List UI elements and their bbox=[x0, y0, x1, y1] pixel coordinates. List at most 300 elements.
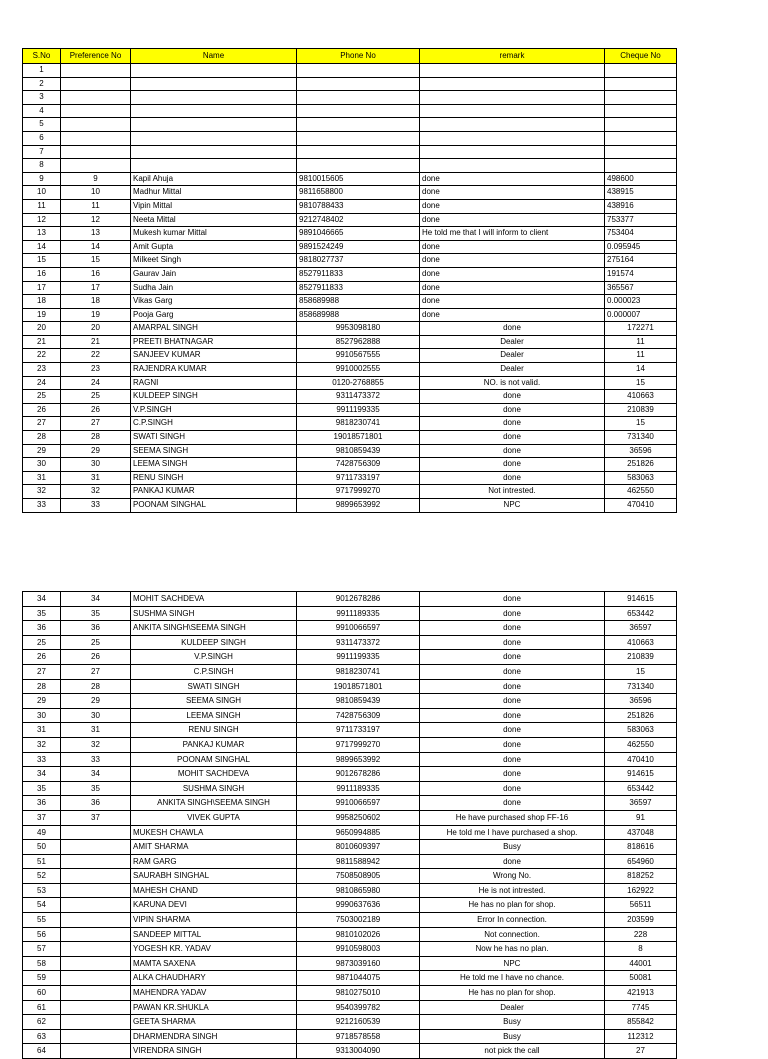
name-cell bbox=[131, 64, 297, 78]
phone-cell: 9810865980 bbox=[297, 883, 420, 898]
table-row bbox=[23, 240, 677, 254]
table-row bbox=[23, 767, 677, 782]
table-row bbox=[23, 708, 677, 723]
preference-cell: 16 bbox=[61, 267, 131, 281]
remark-cell: done bbox=[420, 781, 605, 796]
table-row bbox=[23, 376, 677, 390]
name-cell bbox=[131, 131, 297, 145]
name-cell: Madhur Mittal bbox=[131, 186, 297, 200]
cheque-cell: 15 bbox=[605, 376, 677, 390]
phone-cell: 9311473372 bbox=[297, 635, 420, 650]
table-row bbox=[23, 810, 677, 825]
sno-cell: 1 bbox=[23, 64, 61, 78]
table-row bbox=[23, 781, 677, 796]
remark-cell bbox=[420, 145, 605, 159]
name-cell: SWATI SINGH bbox=[131, 679, 297, 694]
preference-cell: 26 bbox=[61, 650, 131, 665]
cheque-cell: 7745 bbox=[605, 1000, 677, 1015]
cheque-cell: 914615 bbox=[605, 592, 677, 607]
preference-cell: 13 bbox=[61, 227, 131, 241]
phone-cell: 9910066597 bbox=[297, 621, 420, 636]
table-row bbox=[23, 403, 677, 417]
phone-cell: 19018571801 bbox=[297, 431, 420, 445]
preference-cell bbox=[61, 956, 131, 971]
sno-cell: 33 bbox=[23, 499, 61, 513]
cheque-cell: 462550 bbox=[605, 737, 677, 752]
name-cell: Vipin Mittal bbox=[131, 199, 297, 213]
phone-cell: 9810788433 bbox=[297, 199, 420, 213]
sno-cell: 61 bbox=[23, 1000, 61, 1015]
cheque-cell: 228 bbox=[605, 927, 677, 942]
preference-cell bbox=[61, 131, 131, 145]
cheque-cell: 498600 bbox=[605, 172, 677, 186]
name-cell: KULDEEP SINGH bbox=[131, 635, 297, 650]
preference-cell bbox=[61, 869, 131, 884]
table-row bbox=[23, 227, 677, 241]
sno-cell: 7 bbox=[23, 145, 61, 159]
phone-cell bbox=[297, 159, 420, 173]
phone-cell: 9818230741 bbox=[297, 664, 420, 679]
name-cell bbox=[131, 145, 297, 159]
cheque-cell: 11 bbox=[605, 349, 677, 363]
cheque-cell: 410663 bbox=[605, 635, 677, 650]
name-cell: Neeta Mittal bbox=[131, 213, 297, 227]
header-remark: remark bbox=[420, 49, 605, 64]
name-cell: Mukesh kumar Mittal bbox=[131, 227, 297, 241]
name-cell: Gaurav Jain bbox=[131, 267, 297, 281]
preference-cell bbox=[61, 145, 131, 159]
preference-cell bbox=[61, 927, 131, 942]
remark-cell: He has no plan for shop. bbox=[420, 986, 605, 1001]
preference-cell: 28 bbox=[61, 431, 131, 445]
sno-cell: 36 bbox=[23, 621, 61, 636]
remark-cell: Busy bbox=[420, 1029, 605, 1044]
name-cell: MUKESH CHAWLA bbox=[131, 825, 297, 840]
phone-cell: 8527911833 bbox=[297, 281, 420, 295]
sno-cell: 50 bbox=[23, 840, 61, 855]
preference-cell bbox=[61, 159, 131, 173]
table-row bbox=[23, 606, 677, 621]
name-cell: LEEMA SINGH bbox=[131, 458, 297, 472]
call-list-table-2 bbox=[22, 591, 677, 1059]
sno-cell: 14 bbox=[23, 240, 61, 254]
remark-cell: done bbox=[420, 431, 605, 445]
remark-cell bbox=[420, 77, 605, 91]
sno-cell: 8 bbox=[23, 159, 61, 173]
table-row bbox=[23, 295, 677, 309]
cheque-cell bbox=[605, 118, 677, 132]
phone-cell: 9717999270 bbox=[297, 737, 420, 752]
sno-cell: 26 bbox=[23, 650, 61, 665]
name-cell: SANDEEP MITTAL bbox=[131, 927, 297, 942]
sno-cell: 6 bbox=[23, 131, 61, 145]
phone-cell bbox=[297, 91, 420, 105]
sno-cell: 64 bbox=[23, 1044, 61, 1059]
name-cell: RAGNI bbox=[131, 376, 297, 390]
table-row bbox=[23, 349, 677, 363]
cheque-cell: 203599 bbox=[605, 913, 677, 928]
remark-cell: Not intrested. bbox=[420, 485, 605, 499]
table-row bbox=[23, 145, 677, 159]
remark-cell: done bbox=[420, 254, 605, 268]
phone-cell: 7508508905 bbox=[297, 869, 420, 884]
preference-cell bbox=[61, 825, 131, 840]
remark-cell: done bbox=[420, 708, 605, 723]
preference-cell bbox=[61, 104, 131, 118]
preference-cell: 25 bbox=[61, 390, 131, 404]
table-row bbox=[23, 621, 677, 636]
cheque-cell: 91 bbox=[605, 810, 677, 825]
table-row bbox=[23, 752, 677, 767]
preference-cell bbox=[61, 854, 131, 869]
table-row bbox=[23, 694, 677, 709]
name-cell: KARUNA DEVI bbox=[131, 898, 297, 913]
sno-cell: 27 bbox=[23, 664, 61, 679]
name-cell bbox=[131, 91, 297, 105]
remark-cell: NO. is not valid. bbox=[420, 376, 605, 390]
sno-cell: 11 bbox=[23, 199, 61, 213]
preference-cell: 31 bbox=[61, 471, 131, 485]
table-row bbox=[23, 431, 677, 445]
cheque-cell bbox=[605, 104, 677, 118]
table-row bbox=[23, 635, 677, 650]
preference-cell: 19 bbox=[61, 308, 131, 322]
remark-cell bbox=[420, 118, 605, 132]
phone-cell: 7503002189 bbox=[297, 913, 420, 928]
remark-cell: Busy bbox=[420, 1015, 605, 1030]
phone-cell: 9873039160 bbox=[297, 956, 420, 971]
remark-cell: NPC bbox=[420, 499, 605, 513]
name-cell: V.P.SINGH bbox=[131, 650, 297, 665]
remark-cell: NPC bbox=[420, 956, 605, 971]
phone-cell: 9953098180 bbox=[297, 322, 420, 336]
cheque-cell: 731340 bbox=[605, 431, 677, 445]
cheque-cell: 14 bbox=[605, 363, 677, 377]
name-cell: POONAM SINGHAL bbox=[131, 752, 297, 767]
cheque-cell: 583063 bbox=[605, 723, 677, 738]
cheque-cell: 654960 bbox=[605, 854, 677, 869]
remark-cell: done bbox=[420, 635, 605, 650]
preference-cell bbox=[61, 883, 131, 898]
sno-cell: 25 bbox=[23, 390, 61, 404]
phone-cell: 8527911833 bbox=[297, 267, 420, 281]
name-cell: SWATI SINGH bbox=[131, 431, 297, 445]
phone-cell: 9910567555 bbox=[297, 349, 420, 363]
table-row bbox=[23, 390, 677, 404]
cheque-cell: 191574 bbox=[605, 267, 677, 281]
call-list-table-1 bbox=[22, 48, 677, 513]
cheque-cell: 275164 bbox=[605, 254, 677, 268]
remark-cell bbox=[420, 64, 605, 78]
sno-cell: 20 bbox=[23, 322, 61, 336]
name-cell: AMARPAL SINGH bbox=[131, 322, 297, 336]
table-row bbox=[23, 840, 677, 855]
sno-cell: 25 bbox=[23, 635, 61, 650]
remark-cell: done bbox=[420, 295, 605, 309]
preference-cell: 23 bbox=[61, 363, 131, 377]
preference-cell bbox=[61, 1015, 131, 1030]
name-cell: MAHESH CHAND bbox=[131, 883, 297, 898]
remark-cell: done bbox=[420, 186, 605, 200]
remark-cell bbox=[420, 159, 605, 173]
cheque-cell: 251826 bbox=[605, 708, 677, 723]
preference-cell bbox=[61, 913, 131, 928]
remark-cell: Wrong No. bbox=[420, 869, 605, 884]
phone-cell bbox=[297, 104, 420, 118]
phone-cell: 19018571801 bbox=[297, 679, 420, 694]
sno-cell: 57 bbox=[23, 942, 61, 957]
preference-cell: 14 bbox=[61, 240, 131, 254]
preference-cell: 26 bbox=[61, 403, 131, 417]
remark-cell: Dealer bbox=[420, 363, 605, 377]
sno-cell: 62 bbox=[23, 1015, 61, 1030]
remark-cell: done bbox=[420, 417, 605, 431]
remark-cell: Dealer bbox=[420, 335, 605, 349]
preference-cell bbox=[61, 840, 131, 855]
name-cell: YOGESH KR. YADAV bbox=[131, 942, 297, 957]
phone-cell: 9818230741 bbox=[297, 417, 420, 431]
table-row bbox=[23, 883, 677, 898]
cheque-cell: 44001 bbox=[605, 956, 677, 971]
table-row bbox=[23, 363, 677, 377]
table-row bbox=[23, 186, 677, 200]
cheque-cell: 421913 bbox=[605, 986, 677, 1001]
name-cell: C.P.SINGH bbox=[131, 664, 297, 679]
phone-cell: 9911199335 bbox=[297, 403, 420, 417]
remark-cell: done bbox=[420, 767, 605, 782]
sno-cell: 30 bbox=[23, 458, 61, 472]
table-row bbox=[23, 898, 677, 913]
preference-cell bbox=[61, 986, 131, 1001]
preference-cell: 21 bbox=[61, 335, 131, 349]
preference-cell: 27 bbox=[61, 664, 131, 679]
preference-cell bbox=[61, 1029, 131, 1044]
preference-cell: 11 bbox=[61, 199, 131, 213]
sno-cell: 17 bbox=[23, 281, 61, 295]
preference-cell bbox=[61, 942, 131, 957]
sno-cell: 29 bbox=[23, 444, 61, 458]
phone-cell: 7428756309 bbox=[297, 458, 420, 472]
phone-cell: 9811658800 bbox=[297, 186, 420, 200]
phone-cell: 9910066597 bbox=[297, 796, 420, 811]
cheque-cell: 36597 bbox=[605, 621, 677, 636]
cheque-cell: 653442 bbox=[605, 606, 677, 621]
sno-cell: 30 bbox=[23, 708, 61, 723]
sno-cell: 10 bbox=[23, 186, 61, 200]
remark-cell bbox=[420, 131, 605, 145]
header-sno: S.No bbox=[23, 49, 61, 64]
remark-cell: done bbox=[420, 694, 605, 709]
header-name: Name bbox=[131, 49, 297, 64]
sno-cell: 51 bbox=[23, 854, 61, 869]
table-row bbox=[23, 971, 677, 986]
phone-cell: 9911199335 bbox=[297, 650, 420, 665]
table-row bbox=[23, 825, 677, 840]
phone-cell: 9650994885 bbox=[297, 825, 420, 840]
table-row bbox=[23, 267, 677, 281]
table-row bbox=[23, 796, 677, 811]
preference-cell: 36 bbox=[61, 796, 131, 811]
table-row bbox=[23, 927, 677, 942]
remark-cell bbox=[420, 91, 605, 105]
sno-cell: 31 bbox=[23, 471, 61, 485]
table-row bbox=[23, 485, 677, 499]
table-row bbox=[23, 458, 677, 472]
name-cell: C.P.SINGH bbox=[131, 417, 297, 431]
sno-cell: 4 bbox=[23, 104, 61, 118]
cheque-cell: 172271 bbox=[605, 322, 677, 336]
cheque-cell: 438915 bbox=[605, 186, 677, 200]
remark-cell: done bbox=[420, 606, 605, 621]
preference-cell bbox=[61, 64, 131, 78]
preference-cell: 20 bbox=[61, 322, 131, 336]
name-cell: SUSHMA SINGH bbox=[131, 606, 297, 621]
remark-cell: done bbox=[420, 664, 605, 679]
preference-cell: 29 bbox=[61, 694, 131, 709]
phone-cell: 9711733197 bbox=[297, 471, 420, 485]
name-cell: V.P.SINGH bbox=[131, 403, 297, 417]
remark-cell: Dealer bbox=[420, 349, 605, 363]
name-cell: SEEMA SINGH bbox=[131, 694, 297, 709]
preference-cell: 30 bbox=[61, 458, 131, 472]
phone-cell: 9810275010 bbox=[297, 986, 420, 1001]
table-row bbox=[23, 650, 677, 665]
table-row bbox=[23, 1015, 677, 1030]
phone-cell: 9810859439 bbox=[297, 694, 420, 709]
phone-cell: 9899653992 bbox=[297, 752, 420, 767]
cheque-cell: 438916 bbox=[605, 199, 677, 213]
sno-cell: 35 bbox=[23, 606, 61, 621]
sno-cell: 2 bbox=[23, 77, 61, 91]
remark-cell: Now he has no plan. bbox=[420, 942, 605, 957]
remark-cell: done bbox=[420, 199, 605, 213]
phone-cell: 9711733197 bbox=[297, 723, 420, 738]
preference-cell bbox=[61, 898, 131, 913]
preference-cell bbox=[61, 77, 131, 91]
remark-cell: He told me that I will inform to client bbox=[420, 227, 605, 241]
phone-cell: 9911189335 bbox=[297, 781, 420, 796]
cheque-cell: 162922 bbox=[605, 883, 677, 898]
sno-cell: 26 bbox=[23, 403, 61, 417]
cheque-cell: 818616 bbox=[605, 840, 677, 855]
cheque-cell: 583063 bbox=[605, 471, 677, 485]
cheque-cell: 36596 bbox=[605, 444, 677, 458]
name-cell: SANJEEV KUMAR bbox=[131, 349, 297, 363]
remark-cell: not pick the call bbox=[420, 1044, 605, 1059]
remark-cell: Not connection. bbox=[420, 927, 605, 942]
cheque-cell bbox=[605, 145, 677, 159]
phone-cell bbox=[297, 77, 420, 91]
name-cell: Vikas Garg bbox=[131, 295, 297, 309]
name-cell: PAWAN KR.SHUKLA bbox=[131, 1000, 297, 1015]
sno-cell: 29 bbox=[23, 694, 61, 709]
name-cell: Kapil Ahuja bbox=[131, 172, 297, 186]
sno-cell: 49 bbox=[23, 825, 61, 840]
table-row bbox=[23, 91, 677, 105]
preference-cell: 9 bbox=[61, 172, 131, 186]
name-cell: RAJENDRA KUMAR bbox=[131, 363, 297, 377]
cheque-cell: 818252 bbox=[605, 869, 677, 884]
name-cell: VIPIN SHARMA bbox=[131, 913, 297, 928]
name-cell bbox=[131, 104, 297, 118]
phone-cell: 9871044075 bbox=[297, 971, 420, 986]
preference-cell: 27 bbox=[61, 417, 131, 431]
name-cell: Sudha Jain bbox=[131, 281, 297, 295]
cheque-cell: 210839 bbox=[605, 403, 677, 417]
table-row bbox=[23, 854, 677, 869]
preference-cell: 32 bbox=[61, 737, 131, 752]
cheque-cell bbox=[605, 64, 677, 78]
name-cell: AMIT SHARMA bbox=[131, 840, 297, 855]
sno-cell: 19 bbox=[23, 308, 61, 322]
phone-cell: 9891046665 bbox=[297, 227, 420, 241]
table-row bbox=[23, 737, 677, 752]
cheque-cell: 410663 bbox=[605, 390, 677, 404]
remark-cell: done bbox=[420, 172, 605, 186]
table-row bbox=[23, 664, 677, 679]
table-row bbox=[23, 308, 677, 322]
table-row bbox=[23, 118, 677, 132]
cheque-cell: 56511 bbox=[605, 898, 677, 913]
table-row bbox=[23, 592, 677, 607]
cheque-cell: 470410 bbox=[605, 499, 677, 513]
preference-cell: 36 bbox=[61, 621, 131, 636]
table-row bbox=[23, 104, 677, 118]
phone-cell: 9540399782 bbox=[297, 1000, 420, 1015]
remark-cell: done bbox=[420, 752, 605, 767]
cheque-cell: 437048 bbox=[605, 825, 677, 840]
phone-cell: 9313004090 bbox=[297, 1044, 420, 1059]
table-row bbox=[23, 213, 677, 227]
sno-cell: 18 bbox=[23, 295, 61, 309]
phone-cell: 9891524249 bbox=[297, 240, 420, 254]
cheque-cell bbox=[605, 77, 677, 91]
table-row bbox=[23, 679, 677, 694]
cheque-cell: 914615 bbox=[605, 767, 677, 782]
sno-cell: 24 bbox=[23, 376, 61, 390]
sno-cell: 63 bbox=[23, 1029, 61, 1044]
remark-cell: Error In connection. bbox=[420, 913, 605, 928]
remark-cell: done bbox=[420, 471, 605, 485]
table-row bbox=[23, 1029, 677, 1044]
name-cell: Pooja Garg bbox=[131, 308, 297, 322]
cheque-cell: 0.000023 bbox=[605, 295, 677, 309]
cheque-cell: 50081 bbox=[605, 971, 677, 986]
preference-cell bbox=[61, 118, 131, 132]
name-cell: PANKAJ KUMAR bbox=[131, 737, 297, 752]
preference-cell: 35 bbox=[61, 781, 131, 796]
phone-cell bbox=[297, 64, 420, 78]
phone-cell: 9012678286 bbox=[297, 767, 420, 782]
preference-cell: 22 bbox=[61, 349, 131, 363]
preference-cell: 37 bbox=[61, 810, 131, 825]
name-cell: PREETI BHATNAGAR bbox=[131, 335, 297, 349]
cheque-cell: 462550 bbox=[605, 485, 677, 499]
table-row bbox=[23, 942, 677, 957]
cheque-cell: 753377 bbox=[605, 213, 677, 227]
table-row bbox=[23, 913, 677, 928]
remark-cell: He told me I have purchased a shop. bbox=[420, 825, 605, 840]
sno-cell: 60 bbox=[23, 986, 61, 1001]
cheque-cell: 0.095945 bbox=[605, 240, 677, 254]
sno-cell: 32 bbox=[23, 737, 61, 752]
preference-cell: 28 bbox=[61, 679, 131, 694]
phone-cell: 9818027737 bbox=[297, 254, 420, 268]
remark-cell: done bbox=[420, 444, 605, 458]
table-row bbox=[23, 77, 677, 91]
phone-cell: 9311473372 bbox=[297, 390, 420, 404]
cheque-cell: 210839 bbox=[605, 650, 677, 665]
